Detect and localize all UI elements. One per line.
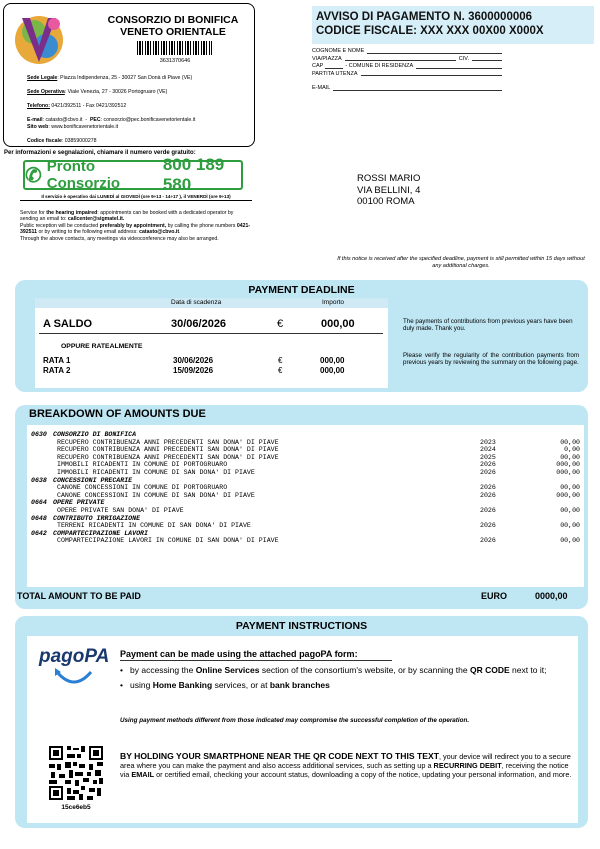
breakdown-category-row	[31, 477, 580, 485]
total-label: TOTAL AMOUNT TO BE PAID	[17, 591, 141, 601]
breakdown-category-row	[31, 431, 580, 439]
breakdown-amount: 0,00	[564, 446, 580, 454]
breakdown-code	[31, 454, 53, 462]
breakdown-item-row	[31, 439, 580, 447]
breakdown-code	[31, 522, 53, 530]
breakdown-amount: 000,00	[556, 491, 580, 499]
qr-recurring: RECURRING DEBIT	[433, 761, 502, 771]
breakdown-item-row	[31, 461, 580, 469]
breakdown-item-row	[31, 469, 580, 477]
greenline-banner	[23, 155, 243, 194]
lead-pagopa: pagoPA	[299, 649, 333, 659]
payment-instructions-section	[15, 616, 588, 828]
service-p2a: Public reception will be conducted	[20, 222, 100, 229]
breakdown-code: 0664	[31, 499, 47, 507]
deadline-note-paid: The payments of contributions from previous years have been duly made. Thank you.	[403, 318, 573, 333]
saldo-currency: €	[277, 318, 284, 330]
b1a: by accessing the	[130, 665, 196, 675]
col-amount: Importo	[322, 299, 345, 306]
breakdown-code	[31, 537, 53, 545]
breakdown-code: 0648	[31, 514, 47, 522]
breakdown-amount	[540, 515, 580, 523]
org-name-line2: VENETO ORIENTALE	[120, 26, 226, 38]
field-name-label: COGNOME E NOME	[312, 48, 365, 54]
payment-deadline-section	[15, 280, 588, 392]
breakdown-amount: 00,00	[560, 537, 580, 545]
late-payment-note: If this notice is received after the specified deadline, payment is still permitted within 15 days without any additional charges.	[337, 256, 585, 269]
rata-2-amount: 000,00	[320, 365, 345, 375]
breakdown-year: 2025	[480, 453, 496, 461]
email: : catasto@cbvo.it	[42, 116, 83, 123]
phone-icon: ✆	[25, 164, 42, 187]
breakdown-year	[480, 477, 540, 485]
instructions-lead	[120, 649, 358, 659]
breakdown-amount: 00,00	[560, 438, 580, 446]
total-currency: EURO	[481, 591, 508, 601]
greenline-intro: Per informazioni e segnalazioni, chiamare il numero verde gratuito:	[4, 150, 196, 156]
recipient-city: 00100 ROMA	[357, 196, 415, 207]
greenline-brand: Pronto Consorzio	[46, 158, 121, 192]
telefono: 0421/392511 - Fax 0421/392512	[49, 102, 127, 109]
notice-fiscal-code: CODICE FISCALE: XXX XXX 00X00 X000X	[316, 25, 544, 37]
breakdown-year: 2023	[480, 438, 496, 446]
website: : www.bonificavenetorientale.it	[48, 123, 119, 130]
rata-2-label: RATA 2	[43, 365, 71, 375]
b2d: bank branches	[269, 679, 330, 690]
breakdown-description: CONSORZIO DI BONIFICA	[53, 431, 137, 438]
service-p1c: : appointments can be booked with a dedicated operator by sending an email to:	[20, 210, 234, 223]
breakdown-code	[31, 469, 53, 477]
pagopa-logo	[39, 646, 109, 688]
rata-1-label: RATA 1	[43, 356, 71, 365]
breakdown-description: CANONE CONCESSIONI IN COMUNE DI PORTOGRUARO	[57, 484, 228, 492]
rata-1-currency: €	[278, 356, 283, 365]
issuer-details: Sede Legale: Piazza Indipendenza, 25 - 30027 San Donà di Piave (VE) Sede Operativa: Viale Venezia, 27 - 30026 Portogruaro (VE) Telefono: 0421/392511 - Fax 0421/392512 E-mail: catasto@cbvo.it - PEC: consorzio@pec.bonificavenetorientale.it Sito web: www.bonificavenetorientale.it Codice fiscale: 03859000278	[27, 75, 196, 144]
breakdown-item-row	[31, 484, 580, 492]
service-info	[20, 210, 252, 242]
rata-2-date: 15/09/2026	[173, 365, 214, 375]
barcode	[137, 41, 212, 55]
greenline-hours: Il servizio è operativo dai LUNEDÌ al GIOVEDÌ (ore 9÷13 - 14÷17 ), il VENERDÌ (ore 9÷13)	[20, 194, 252, 201]
qr-d: , receiving the notice via	[120, 761, 569, 780]
breakdown-year	[480, 431, 540, 439]
field-civ-label: CIV.	[458, 55, 469, 62]
breakdown-year: 2026	[480, 537, 496, 545]
breakdown-code	[31, 446, 53, 454]
tax-code-label: Codice fiscale	[27, 137, 62, 144]
breakdown-amount	[540, 530, 580, 538]
service-p1b: the hearing impaired	[46, 210, 98, 216]
qr-b: , your device will redirect you to a secure area where you can make the payment and also access additional services, such as setting up a	[120, 752, 571, 771]
field-email-label: E-MAIL	[312, 85, 331, 92]
saldo-date: 30/06/2026	[171, 318, 227, 330]
breakdown-item-row	[31, 492, 580, 500]
field-city-label: - COMUNE DI RESIDENZA	[345, 63, 414, 70]
qr-code-id: 15ce6eb5	[61, 804, 91, 811]
sede-legale: : Piazza Indipendenza, 25 - 30027 San Donà di Piave (VE)	[57, 75, 193, 81]
qr-a: BY HOLDING YOUR SMARTPHONE NEAR THE QR CODE NEXT TO THIS TEXT	[120, 751, 439, 761]
breakdown-code	[31, 507, 53, 515]
breakdown-code	[31, 484, 53, 492]
b1e: next to it;	[509, 665, 547, 675]
org-name	[98, 14, 248, 38]
breakdown-year: 2026	[480, 461, 496, 469]
b1b: Online Services	[195, 665, 260, 675]
breakdown-description: CONTRIBUTO IRRIGAZIONE	[53, 514, 141, 522]
breakdown-year: 2026	[480, 491, 496, 499]
saldo-amount: 000,00	[321, 318, 355, 330]
pec-label: PEC	[89, 116, 101, 123]
b1c: section of the consortium's website, or by scanning the	[259, 665, 470, 675]
qr-email: EMAIL	[131, 770, 155, 780]
breakdown-item-row	[31, 446, 580, 454]
breakdown-title: BREAKDOWN OF AMOUNTS DUE	[29, 408, 206, 420]
service-p2c: by calling the phone numbers	[166, 222, 237, 229]
field-account-label: PARTITA UTENZA	[312, 70, 358, 77]
service-p2e: or by writing to the following email address:	[37, 229, 140, 236]
breakdown-amount: 000,00	[556, 461, 580, 469]
deadline-title: PAYMENT DEADLINE	[248, 284, 355, 296]
breakdown-year: 2024	[480, 446, 496, 454]
installment-labels	[43, 356, 70, 375]
breakdown-amount: 00,00	[560, 522, 580, 530]
lead-a: Payment can be made using the attached	[120, 649, 300, 659]
sede-legale-label: Sede Legale	[27, 75, 58, 81]
service-p2b: preferably by appointment,	[99, 222, 167, 229]
breakdown-amount: 00,00	[560, 453, 580, 461]
service-p1d: callcenter@sigmatel.it.	[67, 216, 125, 223]
field-cap-label: CAP	[312, 63, 324, 70]
breakdown-description: COMPARTECIPAZIONE LAVORI IN COMUNE DI SAN DONA' DI PIAVE	[57, 537, 279, 545]
breakdown-code	[31, 439, 53, 447]
breakdown-item-row	[31, 537, 580, 545]
installments-label: OPPURE RATEALMENTE	[61, 343, 143, 350]
rata-1-amount: 000,00	[320, 356, 345, 365]
breakdown-year	[480, 530, 540, 538]
qr-f: or certified email, checking your account status, downloading a copy of the notice, updating your personal information, and more.	[154, 770, 572, 780]
service-p2d: 0421-392511	[20, 222, 251, 236]
breakdown-code: 0638	[31, 476, 47, 484]
breakdown-year: 2026	[480, 484, 496, 492]
service-p1a: Service for	[20, 210, 47, 216]
breakdown-item-row	[31, 522, 580, 530]
breakdown-description: IMMOBILI RICADENTI IN COMUNE DI PORTOGRUARO	[57, 461, 228, 469]
breakdown-description: COMPARTECIPAZIONE LAVORI	[53, 529, 148, 537]
installment-dates	[173, 356, 213, 375]
notice-fields	[312, 48, 502, 93]
breakdown-description: RECUPERO CONTRIBUENZA ANNI PRECEDENTI SAN DONA' DI PIAVE	[57, 446, 279, 454]
installment-currencies	[278, 356, 282, 375]
tax-code: : 03859000278	[61, 137, 97, 144]
breakdown-code: 0630	[31, 431, 47, 438]
sede-operativa-label: Sede Operativa	[27, 88, 65, 95]
breakdown-description: RECUPERO CONTRIBUENZA ANNI PRECEDENTI SAN DONA' DI PIAVE	[57, 453, 279, 461]
breakdown-description: CONCESSIONI PRECARIE	[53, 476, 133, 484]
total-amount: 0000,00	[535, 591, 568, 601]
breakdown-amount	[540, 431, 580, 439]
email-label: E-mail	[27, 116, 43, 123]
breakdown-year: 2026	[480, 522, 496, 530]
breakdown-category-row	[31, 530, 580, 538]
breakdown-year: 2026	[480, 506, 496, 514]
breakdown-item-row	[31, 454, 580, 462]
breakdown-amount: 00,00	[560, 506, 580, 514]
website-label: Sito web	[27, 123, 49, 130]
b2a: using	[130, 679, 153, 690]
instructions-bullets	[120, 665, 570, 690]
telefono-label: Telefono:	[27, 102, 50, 109]
notice-title-block	[316, 10, 544, 38]
instructions-title: PAYMENT INSTRUCTIONS	[235, 620, 368, 632]
bullet-banking: • using Home Banking services, or at bank branches	[120, 679, 330, 690]
qr-instructions	[120, 752, 575, 780]
payment-warning: Using payment methods different from those indicated may compromise the successful completion of the operation.	[120, 717, 470, 724]
breakdown-code	[31, 461, 53, 469]
recipient-street: VIA BELLINI, 4	[357, 184, 421, 196]
greenline-number: 800 189 580	[162, 155, 225, 194]
breakdown-description: OPERE PRIVATE	[53, 499, 105, 507]
breakdown-item-row	[31, 507, 580, 515]
breakdown-year	[480, 499, 540, 507]
lead-underline	[120, 660, 392, 661]
recipient-address	[357, 173, 420, 208]
breakdown-description: RECUPERO CONTRIBUENZA ANNI PRECEDENTI SAN DONA' DI PIAVE	[57, 438, 279, 446]
notice-number: AVVISO DI PAGAMENTO N. 3600000006	[316, 11, 533, 23]
pagopa-logo-text: pagoPA	[39, 646, 110, 667]
saldo-label: A SALDO	[43, 318, 93, 330]
b2b: Home Banking	[152, 679, 213, 690]
sede-operativa: : Viale Venezia, 27 - 30026 Portogruaro (VE)	[64, 88, 168, 95]
installment-amounts	[320, 356, 344, 375]
breakdown-section	[15, 405, 588, 609]
col-due-date: Data di scadenza	[171, 299, 222, 306]
breakdown-amount: 000,00	[556, 468, 580, 476]
breakdown-category-row	[31, 515, 580, 523]
breakdown-category-row	[31, 499, 580, 507]
rata-1-date: 30/06/2026	[173, 356, 214, 365]
recipient-name: ROSSI MARIO	[357, 173, 421, 184]
service-p2g: .	[179, 229, 181, 236]
deadline-note-verify: Please verify the regularity of the contribution payments from previous years by reviewing the summary on the following page.	[403, 352, 579, 367]
breakdown-amount	[540, 477, 580, 485]
service-p3: Through the above contacts, any meetings via videoconference may also be arranged.	[20, 235, 219, 242]
breakdown-year	[480, 515, 540, 523]
b2c: services, or at	[212, 679, 270, 690]
breakdown-description: TERRENI RICADENTI IN COMUNE DI SAN DONA' DI PIAVE	[57, 522, 251, 530]
breakdown-code: 0642	[31, 529, 47, 537]
bullet-online: • by accessing the Online Services section of the consortium's website, or by scanning the QR CODE next to it;	[120, 665, 547, 675]
breakdown-rows	[31, 431, 580, 545]
breakdown-code	[31, 492, 53, 500]
consortium-logo-icon	[12, 10, 66, 70]
pagopa-arrow-icon	[53, 668, 95, 688]
saldo-divider	[39, 333, 383, 334]
service-p2f: catasto@cbvo.it	[139, 229, 180, 236]
qr-code-icon	[47, 744, 105, 802]
breakdown-description: CANONE CONCESSIONI IN COMUNE DI SAN DONA' DI PIAVE	[57, 491, 255, 499]
lead-c: form:	[332, 649, 358, 659]
pec: : consorzio@pec.bonificavenetorientale.it	[100, 116, 196, 123]
breakdown-description: IMMOBILI RICADENTI IN COMUNE DI SAN DONA' DI PIAVE	[57, 468, 255, 476]
breakdown-year: 2026	[480, 468, 496, 476]
b1d: QR CODE	[469, 665, 510, 675]
barcode-number: 3631370646	[159, 58, 191, 64]
breakdown-description: OPERE PRIVATE SAN DONA' DI PIAVE	[57, 506, 184, 514]
breakdown-amount: 00,00	[560, 484, 580, 492]
org-name-line1: CONSORZIO DI BONIFICA	[107, 14, 239, 26]
rata-2-currency: €	[278, 365, 283, 375]
field-street-label: VIA/PIAZZA	[312, 55, 342, 62]
breakdown-amount	[540, 499, 580, 507]
